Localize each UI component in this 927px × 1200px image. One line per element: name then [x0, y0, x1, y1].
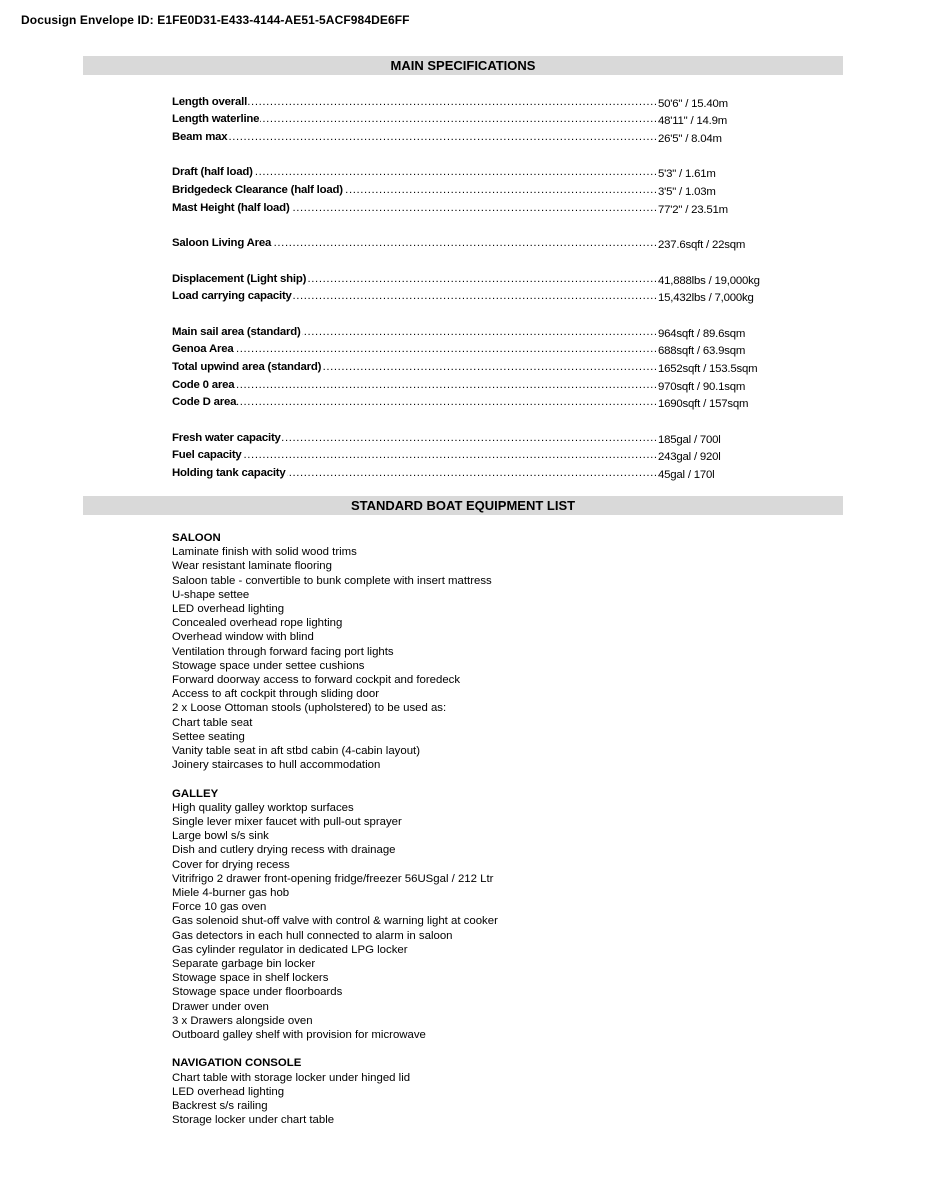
equipment-item: Cover for drying recess	[172, 858, 290, 871]
spec-value: 77'2" / 23.51m	[658, 203, 728, 216]
spec-label	[172, 166, 656, 178]
spec-label-text: Length overall	[172, 95, 248, 108]
equipment-item: Drawer under oven	[172, 1000, 269, 1013]
spec-value: 50'6" / 15.40m	[658, 97, 728, 110]
equipment-item: High quality galley worktop surfaces	[172, 801, 354, 814]
equipment-item: Laminate finish with solid wood trims	[172, 546, 357, 559]
equipment-item: Vanity table seat in aft stbd cabin (4-cabin layout)	[172, 745, 420, 758]
equipment-section	[172, 787, 498, 1043]
equipment-item: Vitrifrigo 2 drawer front-opening fridge/freezer 56USgal / 212 Ltr	[172, 872, 494, 885]
spec-value: 688sqft / 63.9sqm	[658, 345, 746, 358]
equipment-item: Backrest s/s railing	[172, 1100, 268, 1113]
spec-value: 5'3" / 1.61m	[658, 168, 716, 181]
spec-group	[172, 426, 772, 482]
spec-label-text: Code 0 area	[172, 378, 235, 391]
spec-group	[172, 90, 772, 146]
equipment-item: Concealed overhead rope lighting	[172, 617, 343, 630]
spec-row	[172, 178, 772, 199]
spec-row	[172, 196, 772, 214]
equipment-item: Overhead window with blind	[172, 631, 314, 644]
spec-value: 26'5" / 8.04m	[658, 133, 722, 146]
equipment-item: Single lever mixer faucet with pull-out sprayer	[172, 816, 402, 829]
equipment-item: LED overhead lighting	[172, 603, 285, 616]
spec-row	[172, 426, 772, 444]
spec-label-text: Beam max	[172, 131, 228, 144]
spec-row	[172, 125, 772, 146]
equipment-item: LED overhead lighting	[172, 1085, 285, 1098]
equipment-item: Forward doorway access to forward cockpit and foredeck	[172, 674, 461, 687]
spec-row	[172, 108, 772, 126]
spec-value: 1652sqft / 153.5sqm	[658, 363, 758, 375]
spec-value: 45gal / 170l	[658, 469, 715, 482]
spec-group	[172, 267, 772, 305]
spec-label-text: Genoa Area	[172, 343, 234, 356]
equipment-item: 3 x Drawers alongside oven	[172, 1014, 313, 1027]
spec-label	[172, 467, 656, 479]
spec-label	[172, 290, 656, 302]
spec-label	[172, 113, 656, 125]
spec-group	[172, 232, 772, 250]
spec-label	[172, 202, 656, 214]
equipment-item: Gas solenoid shut-off valve with control & warning light at cooker	[172, 915, 498, 928]
equipment-item: Dish and cutlery drying recess with drainage	[172, 844, 396, 857]
spec-label-text: Bridgedeck Clearance (half load)	[172, 184, 343, 197]
equipment-list	[172, 531, 498, 1142]
spec-value: 243gal / 920l	[658, 451, 721, 464]
equipment-item: Chart table seat	[172, 716, 253, 729]
spec-label	[172, 379, 656, 391]
spec-label-text: Mast Height (half load)	[172, 201, 290, 214]
spec-row	[172, 90, 772, 108]
spec-row	[172, 232, 772, 250]
equipment-item: Gas cylinder regulator in dedicated LPG locker	[172, 943, 408, 956]
equipment-item: Outboard galley shelf with provision for microwave	[172, 1029, 426, 1042]
spec-group	[172, 320, 772, 411]
spec-row	[172, 320, 772, 338]
spec-value: 964sqft / 89.6sqm	[658, 327, 746, 340]
equipment-item: Stowage space in shelf lockers	[172, 972, 329, 985]
spec-label-text: Holding tank capacity	[172, 467, 286, 480]
spec-row	[172, 285, 772, 303]
spec-label	[172, 184, 656, 196]
spec-row	[172, 355, 772, 373]
equipment-item: Stowage space under floorboards	[172, 986, 343, 999]
spec-value: 3'5" / 1.03m	[658, 186, 716, 199]
equipment-item: 2 x Loose Ottoman stools (upholstered) to be used as:	[172, 702, 447, 715]
equipment-section-heading: GALLEY	[172, 787, 219, 800]
spec-label-text: Main sail area (standard)	[172, 325, 301, 338]
equipment-item: Wear resistant laminate flooring	[172, 560, 332, 573]
spec-label-text: Draft (half load)	[172, 166, 253, 179]
equipment-item: Chart table with storage locker under hinged lid	[172, 1071, 411, 1084]
spec-label	[172, 326, 656, 338]
spec-value: 48'11" / 14.9m	[658, 115, 728, 128]
spec-value: 1690sqft / 157sqm	[658, 398, 749, 411]
spec-label-text: Total upwind area (standard)	[172, 361, 322, 373]
equipment-item: Ventilation through forward facing port lights	[172, 645, 394, 658]
specifications-list	[172, 90, 772, 497]
equipment-item: Force 10 gas oven	[172, 901, 267, 914]
equipment-item: Saloon table - convertible to bunk complete with insert mattress	[172, 574, 492, 587]
spec-row	[172, 461, 772, 482]
spec-value: 237.6sqft / 22sqm	[658, 239, 746, 252]
equipment-item: Gas detectors in each hull connected to alarm in saloon	[172, 929, 453, 942]
spec-label-text: Saloon Living Area	[172, 237, 272, 250]
spec-value: 41,888lbs / 19,000kg	[658, 274, 760, 287]
equipment-item: Stowage space under settee cushions	[172, 659, 365, 672]
equipment-item: Joinery staircases to hull accommodation	[172, 759, 381, 772]
equipment-item: Storage locker under chart table	[172, 1114, 335, 1127]
spec-label	[172, 449, 656, 461]
equipment-item: Large bowl s/s sink	[172, 830, 269, 843]
equipment-section-heading: SALOON	[172, 532, 221, 544]
spec-label-text: Code D area	[172, 396, 237, 409]
spec-label-text: Load carrying capacity	[172, 290, 292, 303]
spec-value: 970sqft / 90.1sqm	[658, 380, 746, 393]
main-specifications-header: MAIN SPECIFICATIONS	[83, 56, 843, 75]
spec-row	[172, 267, 772, 285]
spec-row	[172, 391, 772, 409]
equipment-item: Access to aft cockpit through sliding door	[172, 688, 380, 701]
spec-row	[172, 373, 772, 391]
spec-label-text: Length waterline	[172, 113, 260, 126]
equipment-item: U-shape settee	[172, 588, 250, 601]
spec-row	[172, 444, 772, 462]
spec-label-text: Fuel capacity	[172, 449, 242, 462]
spec-label-text: Displacement (Light ship)	[172, 272, 307, 285]
spec-label	[172, 273, 656, 285]
equipment-section-heading: NAVIGATION CONSOLE	[172, 1057, 302, 1070]
equipment-item: Separate garbage bin locker	[172, 958, 316, 971]
envelope-id: Docusign Envelope ID: E1FE0D31-E433-4144-AE51-5ACF984DE6FF	[21, 13, 410, 27]
spec-value: 185gal / 700l	[658, 433, 721, 446]
spec-row	[172, 161, 772, 179]
spec-label	[172, 396, 656, 408]
spec-label	[172, 432, 656, 444]
equipment-section	[172, 1056, 498, 1127]
equipment-item: Settee seating	[172, 730, 245, 743]
spec-label	[172, 237, 656, 249]
equipment-list-header: STANDARD BOAT EQUIPMENT LIST	[83, 496, 843, 515]
spec-row	[172, 338, 772, 356]
spec-label	[172, 361, 656, 373]
equipment-section	[172, 531, 498, 772]
spec-label	[172, 96, 656, 108]
spec-value: 15,432lbs / 7,000kg	[658, 292, 754, 305]
spec-label	[172, 131, 656, 143]
spec-label	[172, 343, 656, 355]
spec-label-text: Fresh water capacity	[172, 431, 281, 444]
equipment-item: Miele 4-burner gas hob	[172, 887, 290, 900]
spec-group	[172, 161, 772, 214]
